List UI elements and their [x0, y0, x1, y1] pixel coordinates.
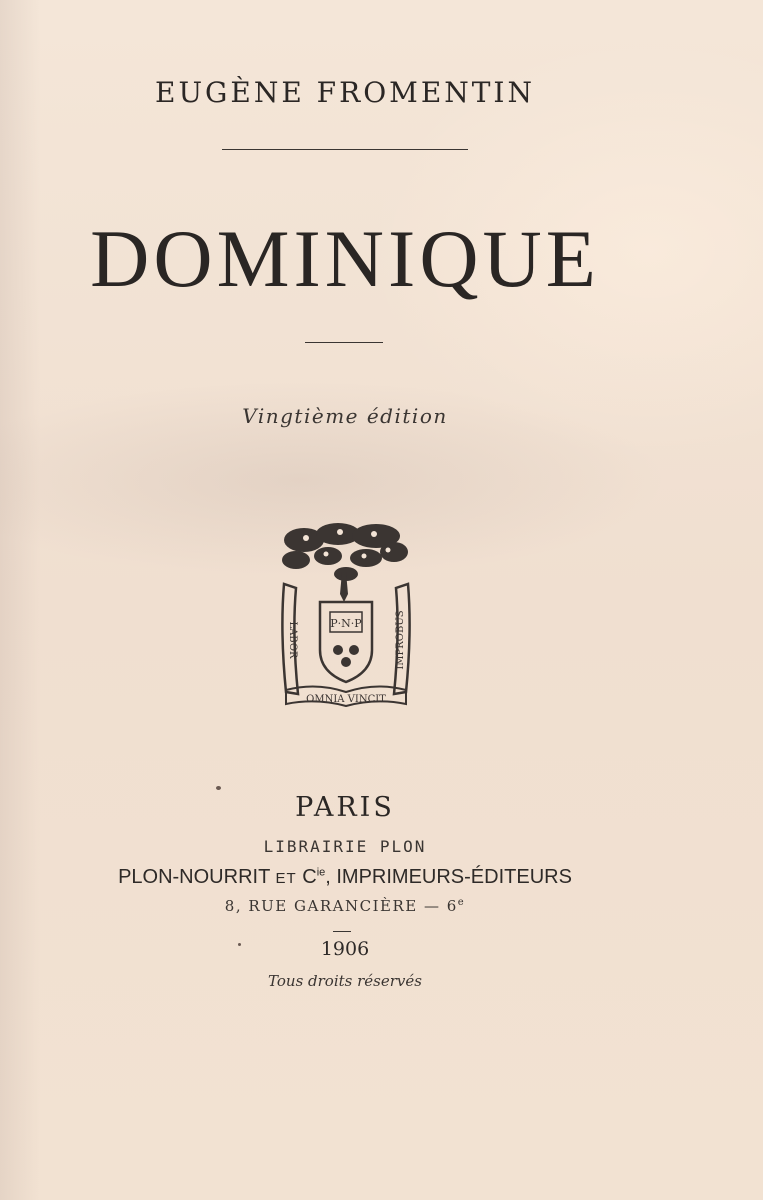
- imprint-cie-sup: ie: [316, 866, 326, 879]
- imprint-main: PLON-NOURRIT: [118, 866, 270, 888]
- top-divider: [222, 149, 468, 150]
- address-sup: e: [457, 897, 466, 908]
- middle-divider: [305, 342, 383, 343]
- book-title: DOMINIQUE: [90, 213, 600, 304]
- edition-label: Vingtième édition: [242, 404, 448, 428]
- imprint-et: ET: [275, 870, 297, 887]
- small-divider: [333, 931, 351, 932]
- publisher-device-icon: [276, 522, 416, 712]
- publisher-name: LIBRAIRIE PLON: [263, 837, 427, 856]
- rights-notice: Tous droits réservés: [268, 972, 422, 990]
- imprint-cie: C: [302, 866, 317, 888]
- imprint-line: [0, 866, 690, 889]
- address-text: 8, RUE GARANCIÈRE — 6: [224, 897, 458, 915]
- paper-speck: [216, 786, 221, 790]
- motto-left: LABOR: [287, 621, 298, 659]
- publisher-address: [0, 897, 690, 915]
- motto-right: IMPROBUS: [395, 610, 406, 670]
- motto-bottom: OMNIA VINCIT: [306, 694, 386, 705]
- imprint-rest: , IMPRIMEURS-ÉDITEURS: [325, 866, 572, 888]
- publication-city: PARIS: [295, 792, 395, 823]
- publication-year: 1906: [320, 938, 370, 960]
- monogram: P·N·P: [330, 617, 362, 630]
- author-name: EUGÈNE FROMENTIN: [155, 76, 535, 109]
- paper-speck: [238, 943, 241, 946]
